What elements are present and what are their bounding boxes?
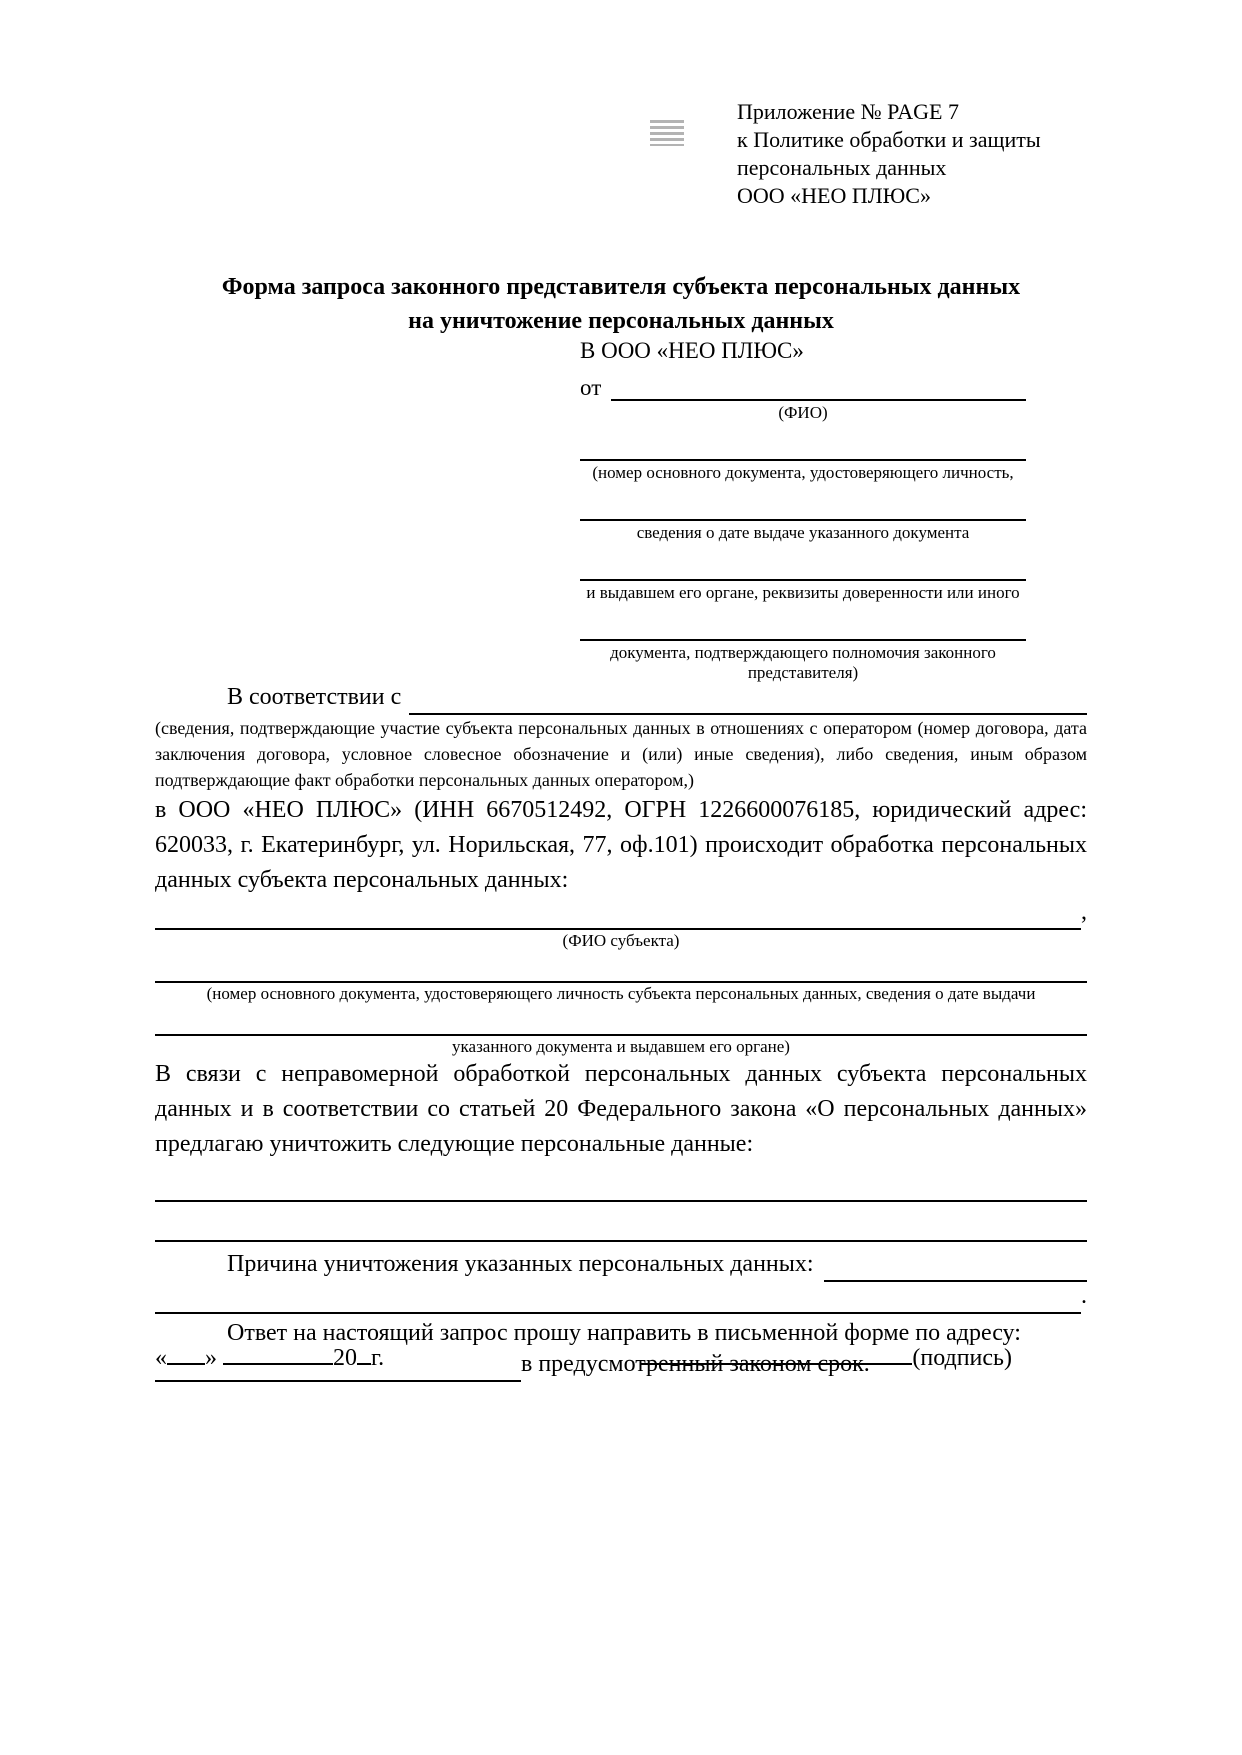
date-year-suffix: г.	[371, 1345, 385, 1371]
appendix-header	[737, 98, 1077, 210]
doc-issue-date-field[interactable]	[580, 483, 1026, 521]
addressee-organization: В ООО «НЕО ПЛЮС»	[580, 338, 804, 363]
signature-row	[640, 1342, 1012, 1374]
appendix-line-3: персональных данных	[737, 155, 947, 180]
form-body	[155, 682, 1087, 1382]
form-title-line-2: на уничтожение персональных данных	[408, 308, 834, 334]
signature-caption: (подпись)	[912, 1345, 1012, 1371]
subject-doc-issuer-field[interactable]	[155, 1004, 1087, 1036]
appendix-line-1: Приложение № PAGE 7	[737, 99, 959, 124]
date-day-field[interactable]	[167, 1345, 205, 1365]
power-of-attorney-field[interactable]	[580, 603, 1026, 641]
reason-label: Причина уничтожения указанных персональных данных:	[227, 1251, 814, 1277]
answer-paragraph: Ответ на настоящий запрос прошу направить в письменной форме по адресу:	[227, 1320, 1021, 1346]
date-quote-open: «	[155, 1345, 167, 1371]
data-to-destroy-field-2[interactable]	[155, 1202, 1087, 1242]
accordance-label: В соответствии с	[227, 684, 402, 710]
from-label: от	[580, 375, 602, 400]
data-to-destroy-field-1[interactable]	[155, 1162, 1087, 1202]
reason-field[interactable]	[824, 1280, 1087, 1282]
subject-doc-caption: (номер основного документа, удостоверяющего личность субъекта персональных данных, сведения о дате выдачи	[206, 984, 1036, 1003]
answer-address-field[interactable]	[155, 1380, 521, 1382]
signature-field[interactable]	[640, 1345, 912, 1365]
from-row	[580, 367, 1026, 401]
operator-paragraph: в ООО «НЕО ПЛЮС» (ИНН 6670512492, ОГРН 1226600076185, юридический адрес: 620033, г. Екатеринбург, ул. Норильская, 77, оф.101) происходит обработка персональных данных субъекта персональных данных:	[155, 797, 1087, 893]
date-year-prefix: 20	[333, 1345, 357, 1371]
form-title-line-1: Форма запроса законного представителя субъекта персональных данных	[221, 274, 1021, 300]
representative-doc-number-field[interactable]	[580, 423, 1026, 461]
fio-caption: (ФИО)	[778, 403, 828, 422]
power-of-attorney-caption: документа, подтверждающего полномочия законного представителя)	[610, 643, 996, 682]
appendix-line-4: ООО «НЕО ПЛЮС»	[737, 183, 931, 208]
form-title	[40, 270, 1202, 338]
blurred-field-code-artifact	[650, 120, 684, 146]
reason-continuation-row	[155, 1282, 1087, 1314]
destroy-paragraph: В связи с неправомерной обработкой персональных данных субъекта персональных данных и в соответствии со статьей 20 Федерального закона «О персональных данных» предлагаю уничтожить следующие персональные данные:	[155, 1061, 1087, 1157]
subject-fio-caption: (ФИО субъекта)	[562, 931, 680, 950]
appendix-line-2: к Политике обработки и защиты	[737, 127, 1041, 152]
reason-row	[155, 1246, 1087, 1282]
subject-name-row	[155, 898, 1087, 930]
date-quote-close: »	[205, 1345, 217, 1371]
accordance-row	[155, 682, 1087, 715]
date-month-field[interactable]	[223, 1345, 333, 1365]
form-footer	[155, 1342, 1087, 1374]
reason-continuation-field[interactable]	[155, 1312, 1081, 1314]
reason-line-suffix: .	[1081, 1283, 1087, 1309]
doc-number-caption: (номер основного документа, удостоверяющего личность,	[592, 463, 1014, 482]
representative-name-field[interactable]	[611, 399, 1026, 401]
subject-doc-issuer-caption: указанного документа и выдавшем его органе)	[452, 1037, 790, 1056]
issue-date-caption: сведения о дате выдаче указанного документа	[636, 523, 970, 542]
issuing-authority-caption: и выдавшем его органе, реквизиты доверенности или иного	[586, 583, 1020, 602]
addressee-block	[580, 335, 1026, 683]
subject-doc-number-field[interactable]	[155, 951, 1087, 983]
date-year-field[interactable]	[357, 1345, 371, 1365]
accordance-footnote: (сведения, подтверждающие участие субъекта персональных данных в отношениях с оператором (номер договора, дата заключения договора, условное словесное обозначение и (или) иные сведения), либо сведения, иным образом подтверждающие факт обработки персональных данных оператором,)	[155, 718, 1087, 790]
subject-name-suffix: ,	[1081, 899, 1087, 925]
date-row	[155, 1342, 384, 1374]
issuing-authority-field[interactable]	[580, 543, 1026, 581]
answer-term-text: в предусмотренный законом срок.	[521, 1351, 870, 1377]
